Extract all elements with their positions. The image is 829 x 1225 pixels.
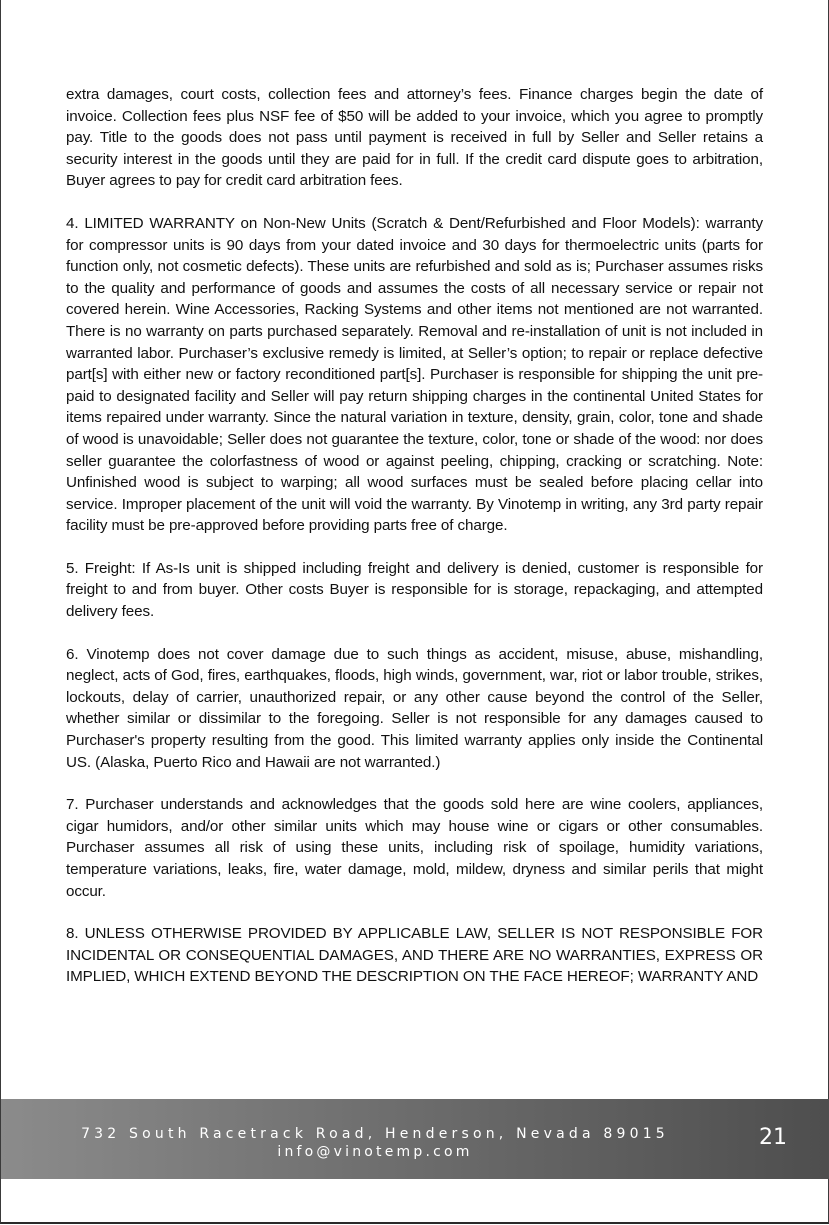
paragraph-limited-warranty: 4. LIMITED WARRANTY on Non-New Units (Scratch & Dent/Refurbished and Floor Models): warranty for compressor units is 90 days from your dated invoice and 30 days for thermoelectric units (parts for function only, not cosmetic defects). These units are refurbished and sold as is; Purchaser assumes risks to the quality and performance of goods and assumes the costs of all necessary service or repair not covered herein. Wine Accessories, Racking Systems and other items not mentioned are not warranted. There is no warranty on parts purchased separately. Removal and re-installation of unit is not included in warranted labor. Purchaser’s exclusive remedy is limited, at Seller’s option; to repair or replace defective part[s] with either new or factory reconditioned part[s]. Purchaser is responsible for shipping the unit pre-paid to designated facility and Seller will pay return shipping charges in the continental United States for items repaired under warranty. Since the natural variation in texture, density, grain, color, tone and shade of wood is unavoidable; Seller does not guarantee the texture, color, tone or shade of the wood: nor does seller guarantee the colorfastness of wood or against peeling, chipping, cracking or scratching. Note: Unfinished wood is subject to warping; all wood surfaces must be sealed before placing cellar into service. Improper placement of the unit will void the warranty. By Vinotemp in writing, any 3rd party repair facility must be pre-approved before providing parts free of charge.	[66, 214, 763, 535]
footer-email: info@vinotemp.com	[277, 1144, 473, 1160]
paragraph-disclaimer: 8. UNLESS OTHERWISE PROVIDED BY APPLICABLE LAW, SELLER IS NOT RESPONSIBLE FOR INCIDENTAL OR CONSEQUENTIAL DAMAGES, AND THERE ARE NO WARRANTIES, EXPRESS OR IMPLIED, WHICH EXTEND BEYOND THE DESCRIPTION ON THE FACE HEREOF; WARRANTY AND	[66, 925, 763, 986]
footer-address: 732 South Racetrack Road, Henderson, Nevada 89015	[81, 1126, 669, 1142]
paragraph-freight: 5. Freight: If As-Is unit is shipped including freight and delivery is denied, customer is responsible for freight to and from buyer. Other costs Buyer is responsible for is storage, repackaging, and attempted delivery fees.	[66, 559, 763, 621]
paragraph-purchaser-risk: 7. Purchaser understands and acknowledges that the goods sold here are wine coolers, appliances, cigar humidors, and/or other similar units which may house wine or cigars or other consumables. Purchaser assumes all risk of using these units, including risk of spoilage, humidity variations, temperature variations, leaks, fire, water damage, mold, mildew, dryness and similar perils that might occur.	[66, 796, 763, 900]
body-text	[66, 84, 763, 1009]
paragraph-damage-exclusions: 6. Vinotemp does not cover damage due to such things as accident, misuse, abuse, mishandling, neglect, acts of God, fires, earthquakes, floods, high winds, government, war, riot or labor trouble, strikes, lockouts, delay of carrier, unauthorized repair, or any other cause beyond the control of the Seller, whether similar or dissimilar to the foregoing. Seller is not responsible for any damages caused to Purchaser's property resulting from the good. This limited warranty applies only inside the Continental US. (Alaska, Puerto Rico and Hawaii are not warranted.)	[66, 645, 763, 771]
paragraph-payment-terms: extra damages, court costs, collection fees and attorney’s fees. Finance charges begin the date of invoice. Collection fees plus NSF fee of $50 will be added to your invoice, which you agree to promptly pay. Title to the goods does not pass until payment is received in full by Seller and Seller retains a security interest in the goods until they are paid for in full. If the credit card dispute goes to arbitration, Buyer agrees to pay for credit card arbitration fees.	[66, 86, 763, 190]
page-footer	[1, 1099, 829, 1179]
page-number: 21	[759, 1125, 787, 1150]
